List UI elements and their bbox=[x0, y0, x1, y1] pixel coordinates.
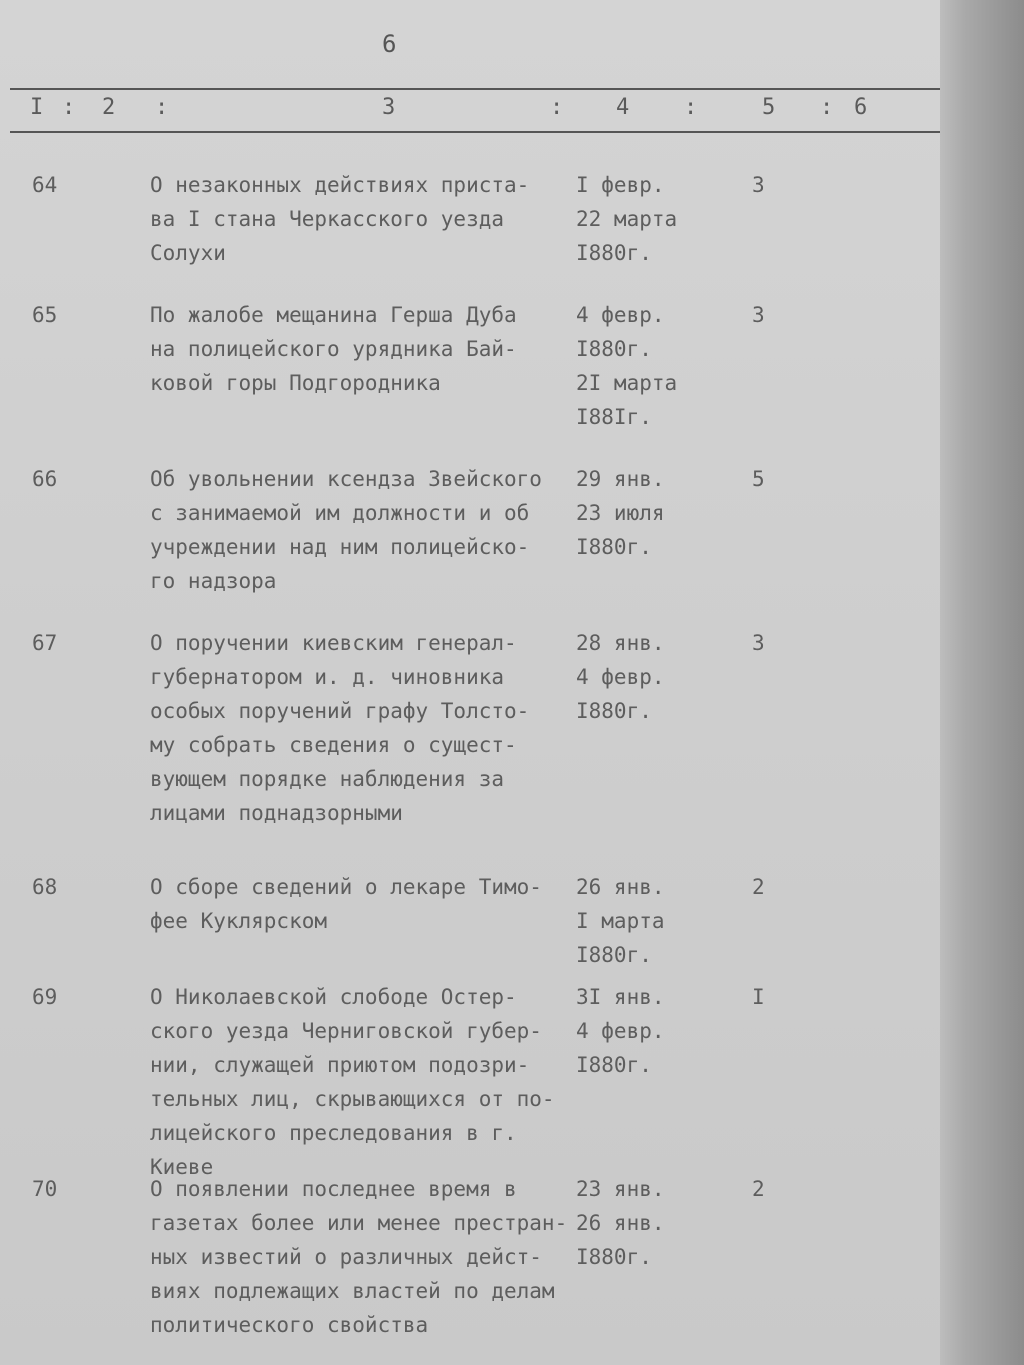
entry-number: 66 bbox=[32, 467, 58, 491]
column-header-3: 3 bbox=[382, 95, 396, 120]
entry-title: По жалобе мещанина Герша Дуба на полицейского урядника Бай- ковой горы Подгородника bbox=[150, 303, 517, 395]
entry-sheet-count: I bbox=[752, 985, 765, 1009]
entry-title: О Николаевской слободе Остер- ского уезда Черниговской губер- нии, служащей приютом подозри- тельных лиц, скрывающихся от по- лицейского преследования в г. Киеве bbox=[150, 985, 555, 1179]
entry-title: О появлении последнее время в газетах более или менее престран- ных известий о различных дейст- виях подлежащих властей по делам политического свойства bbox=[150, 1177, 568, 1337]
entry-sheet-count: 5 bbox=[752, 467, 765, 491]
entry-dates: 28 янв. 4 февр. I880г. bbox=[576, 631, 665, 723]
column-header-5: 5 bbox=[762, 95, 776, 120]
entry-number: 65 bbox=[32, 303, 58, 327]
entry-sheet-count: 3 bbox=[752, 631, 765, 655]
column-header-separator: : bbox=[820, 95, 834, 120]
page-number: 6 bbox=[382, 30, 397, 58]
column-header-2: 2 bbox=[102, 95, 116, 120]
entry-dates: 23 янв. 26 янв. I880г. bbox=[576, 1177, 665, 1269]
entry-title: Об увольнении ксендза Звейского с занимаемой им должности и об учреждении над ним полицейско- го надзора bbox=[150, 467, 542, 593]
column-header-separator: : bbox=[155, 95, 169, 120]
column-header-4: 4 bbox=[616, 95, 630, 120]
entry-dates: 26 янв. I марта I880г. bbox=[576, 875, 665, 967]
column-header-separator: : bbox=[684, 95, 698, 120]
column-header-1: I bbox=[30, 95, 44, 120]
page-edge-shadow bbox=[940, 0, 1024, 1365]
column-header-separator: : bbox=[550, 95, 564, 120]
entry-title: О незаконных действиях приста- ва I стана Черкасского уезда Солухи bbox=[150, 173, 530, 265]
entry-sheet-count: 2 bbox=[752, 1177, 765, 1201]
entry-number: 70 bbox=[32, 1177, 58, 1201]
entry-dates: 4 февр. I880г. 2I марта I88Iг. bbox=[576, 303, 678, 429]
entry-number: 69 bbox=[32, 985, 58, 1009]
entry-number: 64 bbox=[32, 173, 58, 197]
entry-number: 67 bbox=[32, 631, 58, 655]
entry-dates: 29 янв. 23 июля I880г. bbox=[576, 467, 665, 559]
entry-dates: I февр. 22 марта I880г. bbox=[576, 173, 678, 265]
header-top-rule bbox=[10, 88, 940, 90]
header-bottom-rule bbox=[10, 131, 940, 133]
column-header-6: 6 bbox=[854, 95, 868, 120]
entry-title: О сборе сведений о лекаре Тимо- фее Куклярском bbox=[150, 875, 542, 933]
column-header-separator: : bbox=[62, 95, 76, 120]
entry-dates: 3I янв. 4 февр. I880г. bbox=[576, 985, 665, 1077]
entry-sheet-count: 2 bbox=[752, 875, 765, 899]
entry-sheet-count: 3 bbox=[752, 303, 765, 327]
entry-title: О поручении киевским генерал- губернатором и. д. чиновника особых поручений графу Толсто- му собрать сведения о сущест- вующем порядке наблюдения за лицами поднадзорными bbox=[150, 631, 530, 825]
entry-sheet-count: 3 bbox=[752, 173, 765, 197]
entry-number: 68 bbox=[32, 875, 58, 899]
